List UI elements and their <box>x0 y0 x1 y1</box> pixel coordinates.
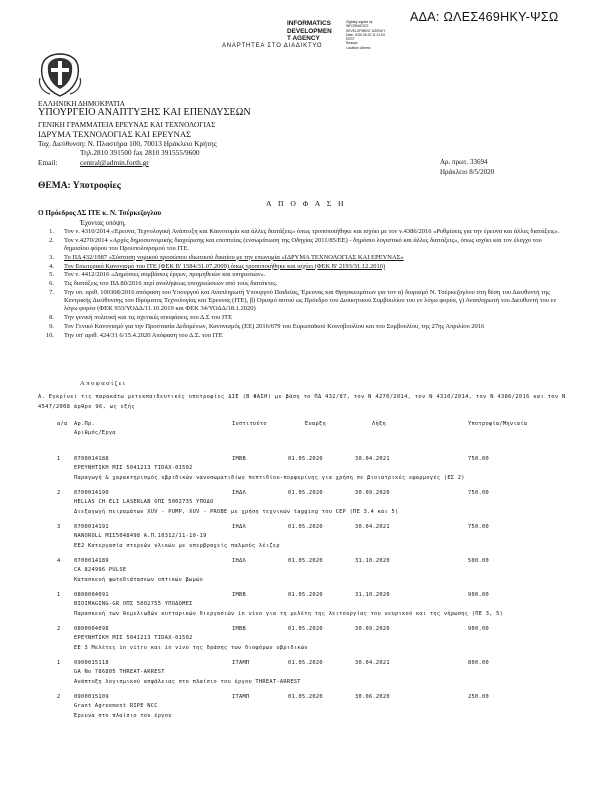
header-phone: Τηλ.2810 391500 fax 2810 391555/9600 <box>80 148 200 157</box>
row-number: 2 <box>57 490 61 496</box>
row-project: NANOROLL ΜΙΣ5048498 Α.Π.10312/11-10-19 <box>74 533 207 539</box>
row-fee: 750.00 <box>468 456 489 462</box>
row-start-date: 01.05.2020 <box>288 456 323 462</box>
row-start-date: 01.05.2020 <box>288 592 323 598</box>
row-number: 1 <box>57 592 61 598</box>
header-secretariat: ΓΕΝΙΚΗ ΓΡΑΜΜΑΤΕΙΑ ΕΡΕΥΝΑΣ ΚΑΙ ΤΕΧΝΟΛΟΓΙΑΣ <box>38 120 216 129</box>
col-start: Έναρξη <box>305 421 326 427</box>
signature-line: Date: 2020.06.23 11:12:53 <box>346 32 385 37</box>
consideration-text: Το ΠΔ 432/1987 «Σύσταση νομικού προσώπου ιδιωτικού δικαίου με την επωνυμία «ΙΔΡΥΜΑ ΤΕΧΝΟΛΟΓΙΑΣ ΚΑΙ ΕΡΕΥΝΑΣ» <box>64 253 404 261</box>
row-description: ΕΕ2 Κατεργασία στερεών υλικών με υπερβραχείς παλμούς λέιζερ <box>74 543 280 549</box>
consideration-number: 10. <box>45 331 54 339</box>
col-project: Αριθμός/Έργα <box>74 430 116 436</box>
consideration-text: Την υπ. αριθ. 100308/2016 απόφαση του Υπουργού και Αναπληρωτή Υπουργού Παιδείας, Έρευνας και Θρησκευμάτων για τον α) διορισμό Ν. Τσέρκεζογλου στη θέση του Διευθυντή της Κεντρικής Διεύθυνσης του Ιδρύματος Τεχνολογίας και Έρευνας (ΙΤΕ), β) Ορισμό αυτού ως Πρόεδρο του Διοικητικού Συμβουλίου του εν λόγω φορέα, γ) Αναπληρωτή του Διευθυντή του εν λόγω φορέα (ΦΕΚ 933/ΥΟΔΔ/11.10.2019 και ΦΕΚ 34/ΥΟΔΔ/18.1.2020) <box>64 288 557 313</box>
col-institute: Ινστιτούτο <box>232 421 267 427</box>
row-description: Παραγωγή & χαρακτηρισμός υβριδικών νανοσωματιδίων πεπτιδίου-πορφυρίνης για χρήση σε βιοιατρικές εφαρμογές (ΕΣ 2) <box>74 475 465 481</box>
decision-paragraph: Α. Εγκρίνει τις παρακάτω μετεκπαιδευτικές υποτροφίες ΔΙΕ (Β ΦΑΣΗ) με βάση το ΠΔ 432/87, τον Ν 4270/2014, τον Ν 4310/2014, τον Ν 4386/2016 και τον Ν 4547/2008 άρθρο 96, ως εξής <box>38 394 566 410</box>
row-institute: ΙΗΔΛ <box>232 558 246 564</box>
consideration-item <box>38 323 560 331</box>
col-end: Λήξη <box>372 421 386 427</box>
considerations-list <box>38 228 560 341</box>
signature-line: INFORMATICS <box>346 24 369 29</box>
row-number: 1 <box>57 660 61 666</box>
consideration-text: Τον ν. 4310/2014 «Έρευνα, Τεχνολογική Ανάπτυξη και Καινοτομία και άλλες διατάξεις» όπως τροποποιήθηκε και ισχύει με τον ν.4386/2016 «Ρυθμίσεις για την έρευνα και άλλες διατάξεις». <box>64 228 560 235</box>
row-project: CA 824996 PULSE <box>74 567 127 573</box>
row-fee: 900.00 <box>468 626 489 632</box>
signature-line: Digitally signed by <box>346 20 373 24</box>
row-number: 2 <box>57 626 61 632</box>
consideration-item <box>38 271 560 279</box>
consideration-number: 8. <box>49 314 54 322</box>
row-number: 4 <box>57 558 61 564</box>
row-fee: 750.00 <box>468 490 489 496</box>
consideration-item <box>38 254 560 262</box>
header-ministry: ΥΠΟΥΡΓΕΙΟ ΑΝΑΠΤΥΞΗΣ ΚΑΙ ΕΠΕΝΔΥΣΕΩΝ <box>38 107 251 118</box>
protocol-number: Αρ. πρωτ. 33694 <box>440 158 488 166</box>
consideration-number: 4. <box>49 262 54 270</box>
consideration-number: 6. <box>49 280 54 288</box>
posted-online-label: ΑΝΑΡΤΗΤΕΑ ΣΤΟ ΔΙΑΔΙΚΤΥΟ <box>222 43 323 49</box>
signature-line: DEVELOPMENT AGENCY <box>346 28 386 33</box>
row-institute: ΙΗΔΛ <box>232 524 246 530</box>
row-start-date: 01.05.2020 <box>288 626 323 632</box>
row-end-date: 30.04.2021 <box>355 456 390 462</box>
row-description: Παρασκευή των θεμελιωδών κυτταρικών διεργασιών in vivo για τη μελέτη της λειτουργίας του νευρικού και της νήρωσης (ΠΕ 3, 5) <box>74 611 504 617</box>
consideration-item <box>38 228 560 236</box>
row-start-date: 01.05.2020 <box>288 558 323 564</box>
row-end-date: 30.09.2020 <box>355 626 390 632</box>
row-code: 0900015109 <box>74 694 109 700</box>
consideration-text: Τις διατάξεις του ΠΔ 80/2016 περί αναλήψεως υποχρεώσεων από τους διατάκτες. <box>64 280 278 288</box>
consideration-number: 2. <box>49 236 54 244</box>
row-number: 2 <box>57 694 61 700</box>
header-address: Ταχ. Διεύθυνση: Ν. Πλαστήρα 100, 70013 Ηράκλειο Κρήτης <box>38 139 217 148</box>
row-end-date: 30.04.2021 <box>355 660 390 666</box>
consideration-text: Τον Γενικό Κανονισμό για την Προστασία Δεδομένων, Κανονισμός (ΕΕ) 2016/679 του Ευρωπαϊκού Κοινοβουλίου και του Συμβουλίου, της 27ης Απριλίου 2016 <box>64 322 485 330</box>
agency-line: T AGENCY <box>287 35 320 43</box>
signature-line: Location: Athens <box>346 45 371 50</box>
header-email-link[interactable]: central@admin.forth.gr <box>80 158 149 167</box>
decision-heading: Α Π Ο Φ Α Σ Η <box>265 199 347 208</box>
consideration-text: Την υπ' αριθ. 424/31 6/15.4.2020 Απόφαση του Δ.Σ. του ΙΤΕ <box>64 331 223 339</box>
row-end-date: 31.10.2020 <box>355 592 390 598</box>
header-country: ΕΛΛΗΝΙΚΗ ΔΗΜΟΚΡΑΤΙΑ <box>38 99 125 108</box>
row-project: ΕΡΕΥΝΗΤΙΚΗ ΜΙΣ 5041213 TIDAX-01502 <box>74 635 193 641</box>
row-code: 0700014191 <box>74 524 109 530</box>
ada-code: ΑΔΑ: ΩΛΕΣ469ΗΚΥ-ΨΣΩ <box>410 10 559 24</box>
row-end-date: 31.10.2020 <box>355 558 390 564</box>
row-start-date: 01.05.2020 <box>288 660 323 666</box>
agency-line: DEVELOPMEN <box>287 27 332 35</box>
consideration-number: 7. <box>49 288 54 296</box>
consideration-text: Τον Εσωτερικό Κανονισμό του ΙΤΕ (ΦΕΚ Β' 1584/31.07.2009) όπως τροποποιήθηκε και ισχύει (ΦΕΚ Β' 2193/31.12.2010) <box>64 262 386 270</box>
row-project: GA No 786805 THREAT-ARREST <box>74 669 165 675</box>
row-description: Ανάπτυξη λογισμικού ασφάλειας στο πλαίσιο του έργου THREAT-ARREST <box>74 679 301 685</box>
greek-coat-of-arms-icon <box>38 52 82 98</box>
document-date: Ηράκλειο 8/5/2020 <box>440 168 495 176</box>
having-regard: Έχοντας υπόψη, <box>80 219 126 227</box>
consideration-item <box>38 289 560 314</box>
row-description: Έρευνα στο πλαίσιο του έργου <box>74 713 172 719</box>
row-start-date: 01.05.2020 <box>288 694 323 700</box>
row-fee: 250.00 <box>468 694 489 700</box>
signature-details <box>346 20 386 50</box>
consideration-text: Την γενική πολιτική και τις σχετικές αποφάσεις του Δ.Σ του ΙΤΕ <box>64 314 233 322</box>
signature-line: Reason: <box>346 41 359 46</box>
row-code: 0900015118 <box>74 660 109 666</box>
subject-title: ΘΕΜΑ: Υποτροφίες <box>38 181 121 191</box>
row-end-date: 30.04.2021 <box>355 524 390 530</box>
decides-label: Αποφασίζει <box>80 380 127 387</box>
consideration-number: 1. <box>49 228 54 235</box>
col-num: α/α <box>57 421 68 427</box>
consideration-item <box>38 332 560 340</box>
consideration-item <box>38 314 560 322</box>
signature-agency <box>287 20 332 43</box>
row-project: BIOIMAGING-GR ΟΠΣ 5002755 ΥΠΟΔΟΜΕΣ <box>74 601 193 607</box>
row-start-date: 01.05.2020 <box>288 524 323 530</box>
signature-line: EEST <box>346 37 355 42</box>
header-foundation: ΙΔΡΥΜΑ ΤΕΧΝΟΛΟΓΙΑΣ ΚΑΙ ΕΡΕΥΝΑΣ <box>38 129 192 139</box>
row-end-date: 30.09.2020 <box>355 490 390 496</box>
row-code: 0700014190 <box>74 490 109 496</box>
row-project: ΕΡΕΥΝΗΤΙΚΗ ΜΙΣ 5041213 TIDAX-01502 <box>74 465 193 471</box>
consideration-item <box>38 263 560 271</box>
agency-line: INFORMATICS <box>287 20 331 27</box>
row-description: ΕΕ 3 Μελέτες in vitro και in vivo της δράσης των διοφόρων υβριδικών <box>74 645 308 651</box>
row-end-date: 30.06.2020 <box>355 694 390 700</box>
row-fee: 900.00 <box>468 592 489 598</box>
row-code: 0800004098 <box>74 626 109 632</box>
row-start-date: 01.05.2020 <box>288 490 323 496</box>
row-number: 1 <box>57 456 61 462</box>
row-institute: ΙΗΔΛ <box>232 490 246 496</box>
table-header <box>0 421 612 441</box>
row-institute: ΙΜΒΒ <box>232 456 246 462</box>
decision-issuer: Ο Πρόεδρος ΔΣ ΙΤΕ κ. Ν. Τσέρκεζογλου <box>38 209 162 217</box>
consideration-number: 5. <box>49 271 54 279</box>
row-project: Grant Agreement RIPE NCC <box>74 703 158 709</box>
row-institute: ΙΤΑΜΠ <box>232 660 250 666</box>
consideration-number: 9. <box>49 322 54 330</box>
row-project: HELLAS CH ELI LASERLAB ΟΠΣ 5002735 ΥΠΟΔΟ <box>74 499 214 505</box>
col-code: Αρ.Πρ. <box>74 421 95 427</box>
row-number: 3 <box>57 524 61 530</box>
row-fee: 500.00 <box>468 558 489 564</box>
row-code: 0700014188 <box>74 456 109 462</box>
consideration-item <box>38 280 560 288</box>
row-fee: 800.00 <box>468 660 489 666</box>
row-institute: ΙΜΒΒ <box>232 626 246 632</box>
row-code: 0800004091 <box>74 592 109 598</box>
consideration-number: 3. <box>49 253 54 261</box>
row-code: 0700014189 <box>74 558 109 564</box>
col-fee: Υποτροφία/Μηνιαία <box>468 421 528 427</box>
row-fee: 750.00 <box>468 524 489 530</box>
header-email-label: Email: <box>38 158 58 167</box>
row-description: Κατασκευή φωτοδιάτασεων οπτικών βωμών <box>74 577 204 583</box>
consideration-text: Τον ν. 4412/2016 «Δημόσιες συμβάσεις έργων, προμηθειών και υπηρεσιών». <box>64 271 266 279</box>
row-description: Διεξαγωγή πειραμάτων XUV - PUMP, XUV - PROBE με χρήση τεχνικών tagging του CEP (ΠΕ 3.4 και 5) <box>74 509 399 515</box>
consideration-item <box>38 237 560 253</box>
row-institute: ΙΜΒΒ <box>232 592 246 598</box>
row-institute: ΙΤΑΜΠ <box>232 694 250 700</box>
consideration-text: Τον ν.4270/2014 «Αρχές δημοσιονομικής διαχείρισης και εποπτείας (ενσωμάτωση της Οδηγίας 2011/85/ΕΕ) - δημόσιο λογιστικό και άλλες διατάξεις», όπως ισχύει και τον έλεγχο του δημοσίου φόρου του Προυπολογισμού του ΙΤΕ. <box>64 236 542 252</box>
